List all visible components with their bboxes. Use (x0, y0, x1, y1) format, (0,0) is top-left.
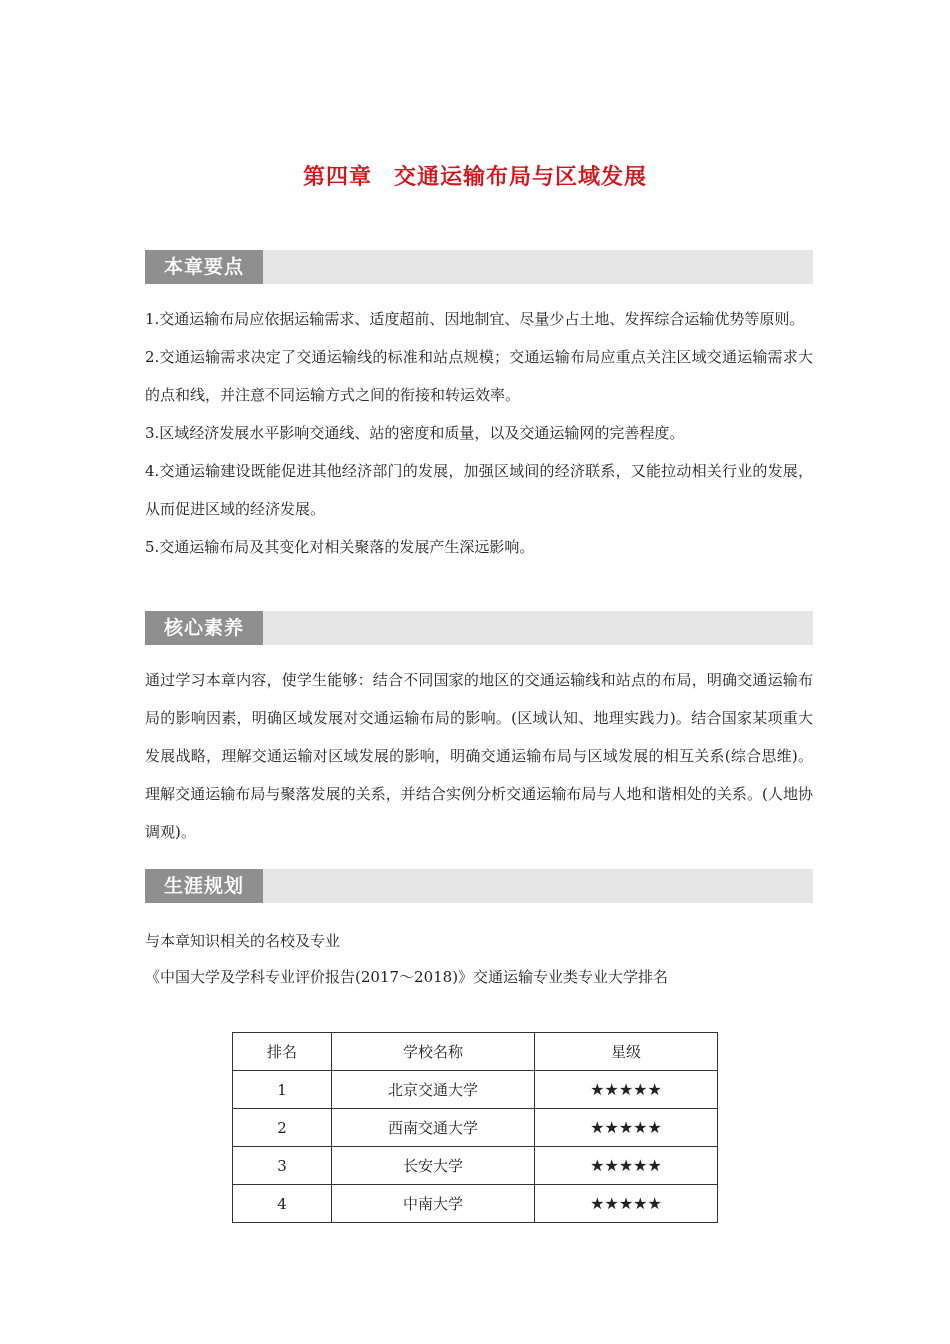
rank-cell: 3 (233, 1147, 332, 1185)
key-point-item: 3.区域经济发展水平影响交通线、站的密度和质量，以及交通运输网的完善程度。 (145, 424, 685, 442)
table-row (233, 1109, 718, 1147)
section-tab-label: 核心素养 (145, 611, 263, 645)
key-points-list (145, 300, 813, 566)
star-rating: ★★★★★ (535, 1147, 718, 1185)
section-header-key-points (145, 250, 813, 284)
table-row (233, 1071, 718, 1109)
school-cell: 长安大学 (332, 1147, 535, 1185)
university-ranking-table (232, 1032, 718, 1223)
key-point-item: 1.交通运输布局应依据运输需求、适度超前、因地制宜、尽量少占土地、发挥综合运输优势等原则。 (145, 310, 805, 328)
key-point-item: 2.交通运输需求决定了交通运输线的标准和站点规模；交通运输布局应重点关注区域交通运输需求大的点和线，并注意不同运输方式之间的衔接和转运效率。 (145, 348, 813, 404)
header-star-level: 星级 (535, 1033, 718, 1071)
chapter-name: 交通运输布局与区域发展 (394, 165, 648, 190)
chapter-number: 第四章 (302, 165, 372, 190)
section-tab-label: 生涯规划 (145, 869, 263, 903)
school-cell: 西南交通大学 (332, 1109, 535, 1147)
career-ranking-caption: 《中国大学及学科专业评价报告(2017～2018)》交通运输专业类专业大学排名 (145, 968, 669, 986)
rank-cell: 4 (233, 1185, 332, 1223)
key-point-item: 4.交通运输建设既能促进其他经济部门的发展，加强区域间的经济联系，又能拉动相关行业的发展，从而促进区域的经济发展。 (145, 462, 813, 518)
header-rank: 排名 (233, 1033, 332, 1071)
section-header-core-literacy (145, 611, 813, 645)
career-intro: 与本章知识相关的名校及专业 (145, 932, 341, 950)
rank-cell: 1 (233, 1071, 332, 1109)
section-tab-label: 本章要点 (145, 250, 263, 284)
school-cell: 中南大学 (332, 1185, 535, 1223)
key-point-item: 5.交通运输布局及其变化对相关聚落的发展产生深远影响。 (145, 538, 535, 556)
star-rating: ★★★★★ (535, 1071, 718, 1109)
table-row (233, 1147, 718, 1185)
section-header-career (145, 869, 813, 903)
core-literacy-text: 通过学习本章内容，使学生能够：结合不同国家的地区的交通运输线和站点的布局，明确交通运输布局的影响因素，明确区域发展对交通运输布局的影响。(区域认知、地理实践力)。结合国家某项重大发展战略，理解交通运输对区域发展的影响，明确交通运输布局与区域发展的相互关系(综合思维)。理解交通运输布局与聚落发展的关系，并结合实例分析交通运输布局与人地和谐相处的关系。(人地协调观)。 (145, 671, 813, 841)
rank-cell: 2 (233, 1109, 332, 1147)
header-school-name: 学校名称 (332, 1033, 535, 1071)
table-header-row (233, 1033, 718, 1071)
star-rating: ★★★★★ (535, 1185, 718, 1223)
table-row (233, 1185, 718, 1223)
school-cell: 北京交通大学 (332, 1071, 535, 1109)
page-title (0, 160, 950, 191)
core-literacy-paragraph (145, 661, 813, 851)
star-rating: ★★★★★ (535, 1109, 718, 1147)
